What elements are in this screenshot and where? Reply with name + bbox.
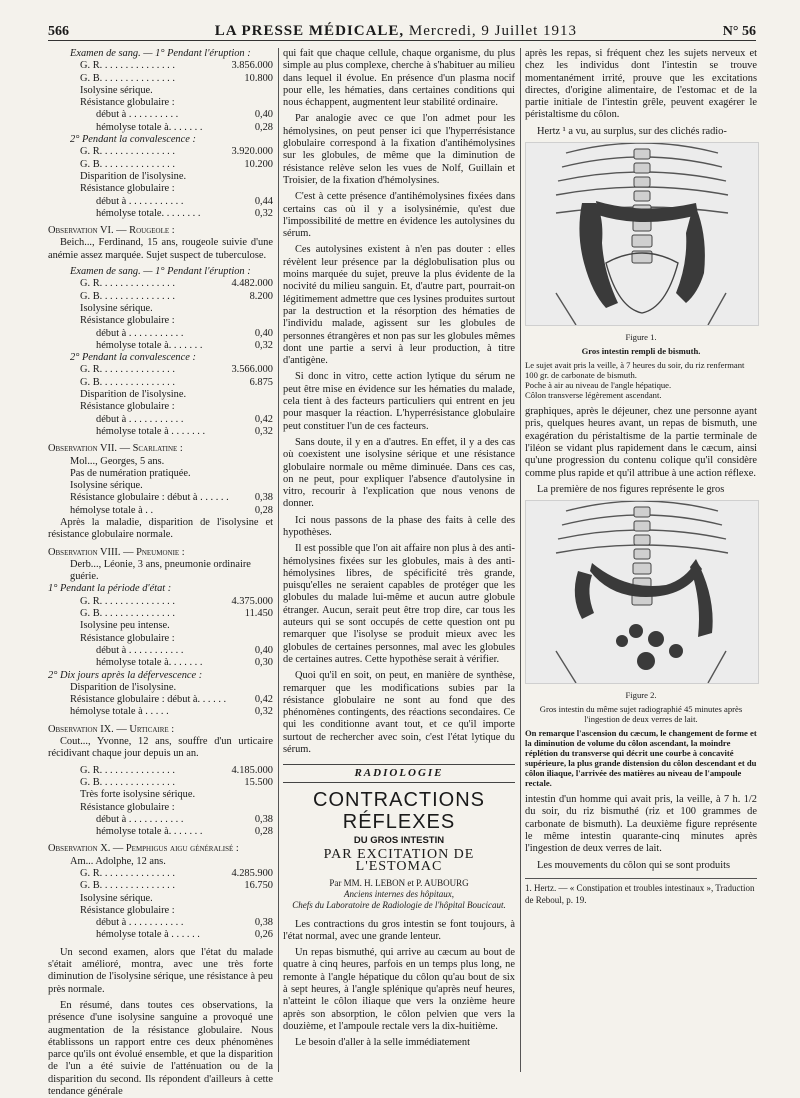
exam-heading: 2° Pendant la convalescence : — [70, 352, 196, 364]
paragraph: graphiques, après le déjeuner, chez une personne ayant pris, quelques heures avant, un repas de bismuth, une exagération du péristaltisme de la partie terminale de l'iléon se vidant plus rapidement dans le cæcum, ainsi qu'une progression du contenu colique qu'il considère comme plus rapide et qu'il attribue à une action réflexe. — [525, 406, 757, 479]
paragraph: Un second examen, alors que l'état du malade s'était amélioré, montra, avec une très forte diminution de l'isolysine sérique, une résistance à peu près normale. — [48, 946, 273, 995]
paragraph: Hertz ¹ a vu, au surplus, sur des clichés radio- — [537, 125, 727, 137]
figure-note — [525, 360, 757, 400]
value-label: hémolyse totale à . . — [70, 504, 154, 516]
value-table — [48, 868, 273, 893]
value-table — [48, 694, 273, 719]
figure-2-radiograph — [525, 500, 759, 684]
value-row — [80, 291, 273, 303]
value-label: Résistance globulaire : début à. . . . . . — [70, 694, 227, 706]
value-row — [80, 608, 273, 620]
value-number: 10.200 — [244, 158, 273, 170]
value-row — [96, 208, 273, 220]
value-label: début à . . . . . . . . . . . — [96, 413, 184, 425]
issue-date: Mercredi, 9 Juillet 1913 — [408, 23, 578, 39]
value-row — [80, 596, 273, 608]
text-line: Résistance globulaire : — [80, 801, 175, 813]
value-number: 0,40 — [254, 644, 273, 656]
value-label: hémolyse totale à . . . . . . — [96, 929, 200, 941]
paragraph: La première de nos figures représente le gros — [537, 483, 725, 495]
paragraph: qui fait que chaque cellule, chaque organisme, du plus simple au plus complexe, cherche à s'habituer au milieu dans lequel il évolue. En présence d'un plasma nocif pour elle, les hématies, dans certaines conditions qui nous échappent, augmentent leur stabilité ordinaire. — [283, 48, 515, 109]
column-rule — [278, 48, 279, 1072]
value-number: 4.285.900 — [231, 868, 273, 879]
value-table — [48, 364, 273, 389]
paragraph: Le besoin d'aller à la selle immédiatement — [295, 1037, 470, 1049]
value-table — [48, 328, 273, 353]
value-row — [96, 340, 273, 352]
value-row — [70, 694, 273, 706]
value-label: G. R. . . . . . . . . . . . . . . — [80, 364, 175, 376]
value-table — [48, 278, 273, 303]
paragraph: Beich..., Ferdinand, 15 ans, rougeole suivie d'une anémie assez marquée. Sujet suspect de tuberculose. — [48, 237, 273, 261]
value-number: 0,30 — [254, 657, 273, 669]
text-line: Isolysine sérique. — [80, 892, 153, 904]
paragraph: Ces autolysines existent à n'en pas douter : elles révèlent leur présence par la déglobulisation plus ou moins marquée du sujet, preuve la plus évidente de la nocivité du milieu sanguin. Et, d'autre part, pourrait-on légitimement admettre que ces lysines produites surtout par la destruction et la résorption des hématies de l'individu malade, agissent sur les globules de personnes étrangères et non pas sur les globules mêmes dont une partie a servi à leur production, à titre d'antigène. — [283, 244, 515, 367]
value-label: hémolyse totale à . . . . . — [70, 706, 169, 718]
value-table — [48, 917, 273, 942]
value-number: 0,38 — [254, 813, 273, 825]
value-number: 0,38 — [254, 492, 273, 504]
page-header — [48, 16, 756, 41]
paragraph: Quoi qu'il en soit, on peut, en manière de synthèse, remarquer que les modifications subies par la résistance globulaire ne sont au fond que des phénomènes contingents, des réactions secondaires. Ce qui les conditionne avant tout, et ce qu'il importe surtout de rechercher avec soin, c'est l'état lytique du sérum. — [283, 670, 515, 756]
value-number: 6.875 — [249, 376, 273, 388]
paragraph: Si donc in vitro, cette action lytique du sérum ne peut être mise en évidence sur les hématies du malade, cela tient à des facteurs particuliers qui entrent en jeu pour masquer la réaction. L'hyperrésistance globulaire peut constituer l'un de ces facteurs. — [283, 371, 515, 432]
article-subtitle: DU GROS INTESTIN — [353, 834, 445, 846]
paragraph: Sans doute, il y en a d'autres. En effet, il y a des cas où coexistent une isolysine sérique et une résistance globulaire normale ou même diminuée. Dans ces cas, on ne peut, pour expliquer l'absence d'autolysine in vitro, recourir à l'explication que nous venons de donner. — [283, 436, 515, 510]
value-row — [96, 426, 273, 438]
footnote: 1. Hertz. — « Constipation et troubles intestinaux », Traduction de Reboul, p. 19. — [525, 878, 757, 907]
author-affiliation: Chefs du Laboratoire de Radiologie de l'hôpital Boucicaut. — [292, 899, 506, 910]
section-heading: RADIOLOGIE — [283, 764, 515, 782]
value-number: 0,42 — [254, 413, 273, 425]
paragraph: Après la maladie, disparition de l'isolysine et résistance globulaire normale. — [48, 516, 273, 541]
value-number: 0,28 — [254, 504, 273, 516]
observation-heading: Observation IX. — Urticaire : — [48, 723, 175, 735]
value-row — [96, 814, 273, 826]
value-table — [48, 196, 273, 221]
value-label: G. R. . . . . . . . . . . . . . . — [80, 278, 175, 290]
value-label: début à . . . . . . . . . . . — [96, 813, 184, 825]
value-table — [48, 146, 273, 171]
paragraph: En résumé, dans toutes ces observations, la présence d'une isolysine sanguine a provoqué une augmentation de la résistance globulaire. Nous établissons un rapport entre ces deux phénomènes parce qu'ils ont évolué ensemble, et que la disparition de l'un a été suivie de l'atténuation ou de la disparition du second. Ils répondent d'ailleurs à cette tendance générale — [48, 999, 273, 1098]
value-row — [80, 765, 273, 777]
text-line: Isolysine sérique. — [80, 84, 153, 96]
column-3 — [525, 48, 757, 1074]
value-label: G. B. . . . . . . . . . . . . . . — [80, 376, 175, 388]
text-line: Résistance globulaire : — [80, 904, 175, 916]
value-row — [96, 826, 273, 838]
value-number: 0,42 — [254, 694, 273, 706]
figure-caption: Gros intestin du même sujet radiographié 45 minutes après l'ingestion de deux verres de lait. — [539, 704, 743, 725]
value-number: 0,28 — [254, 121, 273, 133]
value-label: G. B. . . . . . . . . . . . . . . — [80, 776, 175, 788]
value-row — [70, 505, 273, 517]
column-1 — [48, 48, 273, 1098]
value-label: G. R. . . . . . . . . . . . . . . — [80, 60, 175, 72]
figure-caption: Gros intestin rempli de bismuth. — [581, 346, 701, 357]
value-row — [70, 492, 273, 504]
value-label: hémolyse totale à. . . . . . . — [96, 339, 203, 351]
figure-1-radiograph — [525, 142, 759, 326]
value-table — [48, 814, 273, 839]
value-row — [96, 929, 273, 941]
text-line: Très forte isolysine sérique. — [80, 789, 196, 801]
radiograph-illustration — [526, 501, 758, 683]
text-line: Isolysine peu intense. — [80, 620, 170, 632]
value-row — [80, 777, 273, 789]
value-row — [80, 880, 273, 892]
value-number: 10.800 — [244, 72, 273, 84]
text-line: Résistance globulaire : — [80, 401, 175, 413]
paragraph: Il est possible que l'on ait affaire non plus à des anti-hémolysines fixées sur les globules, mais à des anti-hémolysines libres, de spécificité très grande, puisqu'elles ne seraient capables de protéger que les globules du malade lui-même et aucun autre globule étranger. Aucun, serait peut être trop dire, car tous les auteurs qui se sont occupés de cette question ont pu remarquer que l'isolyse se produit mieux avec les globules de certaines personnes, mal avec les globules de certaines autres. Cette hypothèse serait à vérifier. — [283, 543, 515, 665]
value-table — [48, 60, 273, 85]
value-label: hémolyse totale à. . . . . . . — [96, 657, 203, 669]
observation-heading: Observation VII. — Scarlatine : — [48, 443, 183, 455]
text-line: Résistance globulaire : — [80, 632, 175, 644]
figure-label: Figure 2. — [625, 690, 657, 701]
value-label: G. R. . . . . . . . . . . . . . . — [80, 868, 175, 879]
value-label: G. B. . . . . . . . . . . . . . . — [80, 290, 175, 302]
value-label: G. B. . . . . . . . . . . . . . . — [80, 608, 175, 620]
value-label: G. R. . . . . . . . . . . . . . . — [80, 764, 175, 776]
figure-note-line: Côlon transverse légèrement ascendant. — [525, 390, 662, 401]
value-row — [96, 917, 273, 929]
value-table — [48, 414, 273, 439]
radiograph-illustration — [526, 143, 758, 325]
value-label: hémolyse totale à. . . . . . . — [96, 121, 203, 133]
text-line: Isolysine sérique. — [70, 480, 143, 492]
value-label: début à . . . . . . . . . . — [96, 109, 179, 121]
value-number: 4.482.000 — [231, 278, 273, 290]
value-row — [80, 159, 273, 171]
text-line: Pas de numération pratiquée. — [70, 467, 191, 479]
value-row — [80, 868, 273, 880]
value-number: 0,32 — [254, 207, 273, 219]
paragraph: Par analogie avec ce que l'on admet pour les hémolysines, on peut penser ici que l'hyperrésistance globulaire correspond à la fixation d'antihémolysines sur les globules, de même que la diminution de résistance relève selon les vues de Nolf, Guillain et Troisier, de la fixation d'hémolysines. — [283, 113, 515, 186]
value-number: 0,28 — [254, 826, 273, 838]
value-row — [96, 328, 273, 340]
value-table — [48, 492, 273, 517]
value-number: 0,32 — [254, 425, 273, 437]
exam-heading: 2° Dix jours après la défervescence : — [48, 669, 203, 681]
observation-heading: Observation X. — Pemphigus aigu généralisé : — [48, 843, 239, 855]
value-number: 8.200 — [249, 290, 273, 302]
value-number: 3.566.000 — [231, 364, 273, 376]
figure-label: Figure 1. — [625, 332, 657, 343]
text-line: Derb..., Léonie, 3 ans, pneumonie ordinaire guérie. — [70, 558, 251, 583]
value-row — [80, 73, 273, 85]
figure-note: On remarque l'ascension du cæcum, le changement de forme et la diminution de volume du côlon ascendant, la moindre réplétion du transverse qui décrit une courbe à concavité supérieure, la plus grande distension du côlon descendant et du côlon iliaque, l'arrivée des matières au niveau de l'ampoule rectale. — [525, 728, 757, 789]
value-row — [80, 364, 273, 376]
value-label: début à . . . . . . . . . . . — [96, 195, 184, 207]
observation-heading: Observation VIII. — Pneumonie : — [48, 546, 185, 558]
text-line: Résistance globulaire : — [80, 183, 175, 195]
paragraph: Les mouvements du côlon qui se sont produits — [537, 859, 731, 871]
text-line: Isolysine sérique. — [80, 302, 153, 314]
value-label: G. R. . . . . . . . . . . . . . . — [80, 146, 175, 158]
value-label: hémolyse totale. . . . . . . . — [96, 207, 201, 219]
value-number: 0,38 — [254, 917, 273, 929]
value-row — [96, 657, 273, 669]
value-row — [80, 146, 273, 158]
paragraph: Cout..., Yvonne, 12 ans, souffre d'un urticaire récidivant chaque jour depuis un an. — [48, 736, 273, 760]
article-title: CONTRACTIONS RÉFLEXES — [313, 788, 485, 833]
value-label: G. R. . . . . . . . . . . . . . . — [80, 595, 175, 607]
text-line: Mol..., Georges, 5 ans. — [70, 455, 165, 467]
author-affiliation: Anciens internes des hôpitaux, — [344, 888, 454, 899]
exam-heading: 2° Pendant la convalescence : — [70, 134, 196, 146]
figure-note-line: Poche à air au niveau de l'angle hépatique. — [525, 380, 672, 391]
value-number: 0,40 — [254, 327, 273, 339]
paragraph: C'est à cette présence d'antihémolysines fixées dans certains cas où il y a isolysinémie, qu'est due l'impossibilité de mettre en évidence les autolysines du sérum. — [283, 191, 515, 240]
value-label: Résistance globulaire : début à . . . . . . — [70, 492, 229, 504]
text-line: Disparition de l'isolysine. — [80, 170, 187, 182]
value-row — [96, 196, 273, 208]
value-number: 4.375.000 — [231, 595, 273, 607]
text-line: Résistance globulaire : — [80, 315, 175, 327]
value-table — [48, 765, 273, 790]
exam-heading: 1° Pendant la période d'état : — [48, 583, 172, 595]
value-number: 0,32 — [254, 706, 273, 718]
value-number: 0,40 — [254, 109, 273, 121]
value-number: 11.450 — [244, 608, 273, 620]
value-number: 0,44 — [254, 195, 273, 207]
value-number: 0,26 — [254, 929, 273, 941]
journal-name: LA PRESSE MÉDICALE, — [214, 23, 405, 39]
value-row — [70, 706, 273, 718]
observation-heading: Observation VI. — Rougeole : — [48, 225, 175, 237]
value-row — [80, 60, 273, 72]
value-label: G. B. . . . . . . . . . . . . . . — [80, 158, 175, 170]
article-subtitle-2: PAR EXCITATION DE L'ESTOMAC — [323, 846, 475, 875]
exam-heading: Examen de sang. — 1° Pendant l'éruption : — [70, 48, 251, 59]
value-label: début à . . . . . . . . . . . — [96, 917, 184, 929]
value-row — [96, 414, 273, 426]
value-number: 3.856.000 — [231, 60, 273, 72]
value-label: hémolyse totale à . . . . . . . — [96, 425, 206, 437]
issue-number: N° 56 — [722, 24, 756, 39]
value-row — [96, 645, 273, 657]
value-row — [96, 109, 273, 121]
paragraph: Un repas bismuthé, qui arrive au cæcum au bout de quatre à cinq heures, parfois en un temps plus long, ne remonte à l'angle hépatique du côlon qu'au bout de six à sept heures, à l'angle splénique qu'après neuf heures, n'atteint le côlon iliaque que vers la onzième heure après son absorption, le côlon pelvien que vers la douzième, et l'ampoule rectale vers la dix-huitième. — [283, 947, 515, 1032]
value-number: 4.185.000 — [231, 764, 273, 776]
text-line: Disparition de l'isolysine. — [80, 389, 187, 401]
value-label: début à . . . . . . . . . . . — [96, 327, 184, 339]
value-label: hémolyse totale à. . . . . . . — [96, 826, 203, 838]
value-number: 16.750 — [244, 880, 273, 892]
value-number: 3.920.000 — [231, 146, 273, 158]
exam-heading: Examen de sang. — 1° Pendant l'éruption : — [70, 266, 251, 278]
paragraph: Ici nous passons de la phase des faits à celle des hypothèses. — [283, 514, 515, 538]
paragraph: après les repas, si fréquent chez les sujets nerveux et chez les individus dont l'intestin se trouve momentanément irrité, prouve que les excitations directes, d'origine alimentaire, de l'estomac et de la partie initiale de l'intestin grêle, peuvent exagérer le péristaltisme du côlon. — [525, 48, 757, 121]
paragraph: intestin d'un homme qui avait pris, la veille, à 7 h. 1/2 du soir, du riz bismuthé (riz et 100 grammes de carbonate de bismuth). La deuxième figure représente le même intestin quarante-cinq minutes après l'ingestion de deux verres de lait. — [525, 794, 757, 855]
value-row — [96, 122, 273, 134]
value-table — [48, 596, 273, 621]
journal-title — [215, 23, 577, 40]
paragraph: Les contractions du gros intestin se font toujours, à l'état normal, avec une grande lenteur. — [283, 918, 515, 942]
figure-note-line: Le sujet avait pris la veille, à 7 heures du soir, du riz renfermant 100 gr. de carbonate de bismuth. — [525, 360, 745, 381]
value-label: G. B. . . . . . . . . . . . . . . — [80, 72, 175, 84]
text-line: Résistance globulaire : — [80, 97, 175, 109]
article-authors: Par MM. H. LEBON et P. AUBOURG — [329, 877, 469, 888]
value-row — [80, 278, 273, 290]
value-label: début à . . . . . . . . . . . — [96, 644, 184, 656]
column-rule — [520, 48, 521, 1072]
value-number: 15.500 — [244, 776, 273, 788]
value-table — [48, 645, 273, 670]
page-number: 566 — [48, 24, 69, 39]
text-line: Disparition de l'isolysine. — [70, 681, 177, 693]
column-2 — [283, 48, 515, 1074]
text-line: Am... Adolphe, 12 ans. — [70, 855, 166, 867]
value-table — [48, 109, 273, 134]
value-label: G. B. . . . . . . . . . . . . . . — [80, 880, 175, 892]
value-row — [80, 377, 273, 389]
value-number: 0,32 — [254, 339, 273, 351]
